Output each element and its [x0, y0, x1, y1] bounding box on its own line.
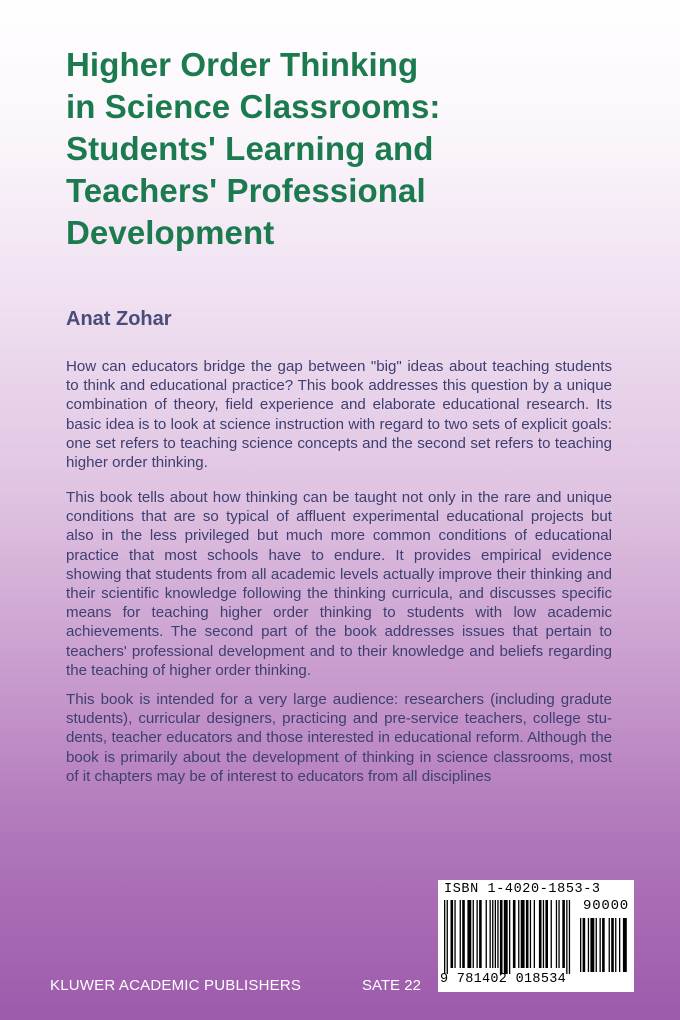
series-code: SATE 22 [362, 977, 421, 994]
ean-digits: 9 781402 018534 [440, 972, 567, 987]
addon-barcode-bars [580, 918, 628, 972]
author-name: Anat Zohar [66, 308, 172, 330]
isbn-barcode [438, 880, 634, 992]
book-title: Higher Order Thinking in Science Classrooms: Students' Learning and Teachers' Professional Development [66, 46, 441, 251]
isbn-label: ISBN 1-4020-1853-3 [444, 882, 601, 897]
blurb-paragraph-1: How can educators bridge the gap between "big" ideas about teaching students to think and educational practice? This book addresses this question by a unique combination of theory, field experience and elaborate educational research. Its basic idea is to look at science instruction with regard to two sets of explicit goals: one set refers to teaching science concepts and the second set refers to teaching higher order thinking. [66, 358, 612, 472]
price-code: 90000 [583, 898, 630, 914]
blurb-paragraph-3: This book is intended for a very large audience: researchers (including gradute students), curricular designers, practicing and pre-service teachers, college students, teacher educators and those interested in educational reform. Although the book is primarily about the development of thinking in science classrooms, most of it chapters may be of interest to educators from all disciplines [66, 691, 612, 785]
ean-barcode-bars [444, 900, 576, 974]
publisher-name: KLUWER ACADEMIC PUBLISHERS [50, 977, 302, 994]
blurb-paragraph-2: This book tells about how thinking can be taught not only in the rare and unique conditions that are so typical of affluent experimental educational projects but also in the less privileged but much more common conditions of educational practice that most schools have to endure. It provides empirical evidence showing that students from all academic levels actually improve their thinking and their scientific knowledge following the thinking curricula, and discusses specific means for teaching higher order thinking to students with low academic achievements. The second part of the book addresses issues that pertain to teachers' professional development and to their knowledge and beliefs regarding the teaching of higher order thinking. [66, 489, 612, 679]
